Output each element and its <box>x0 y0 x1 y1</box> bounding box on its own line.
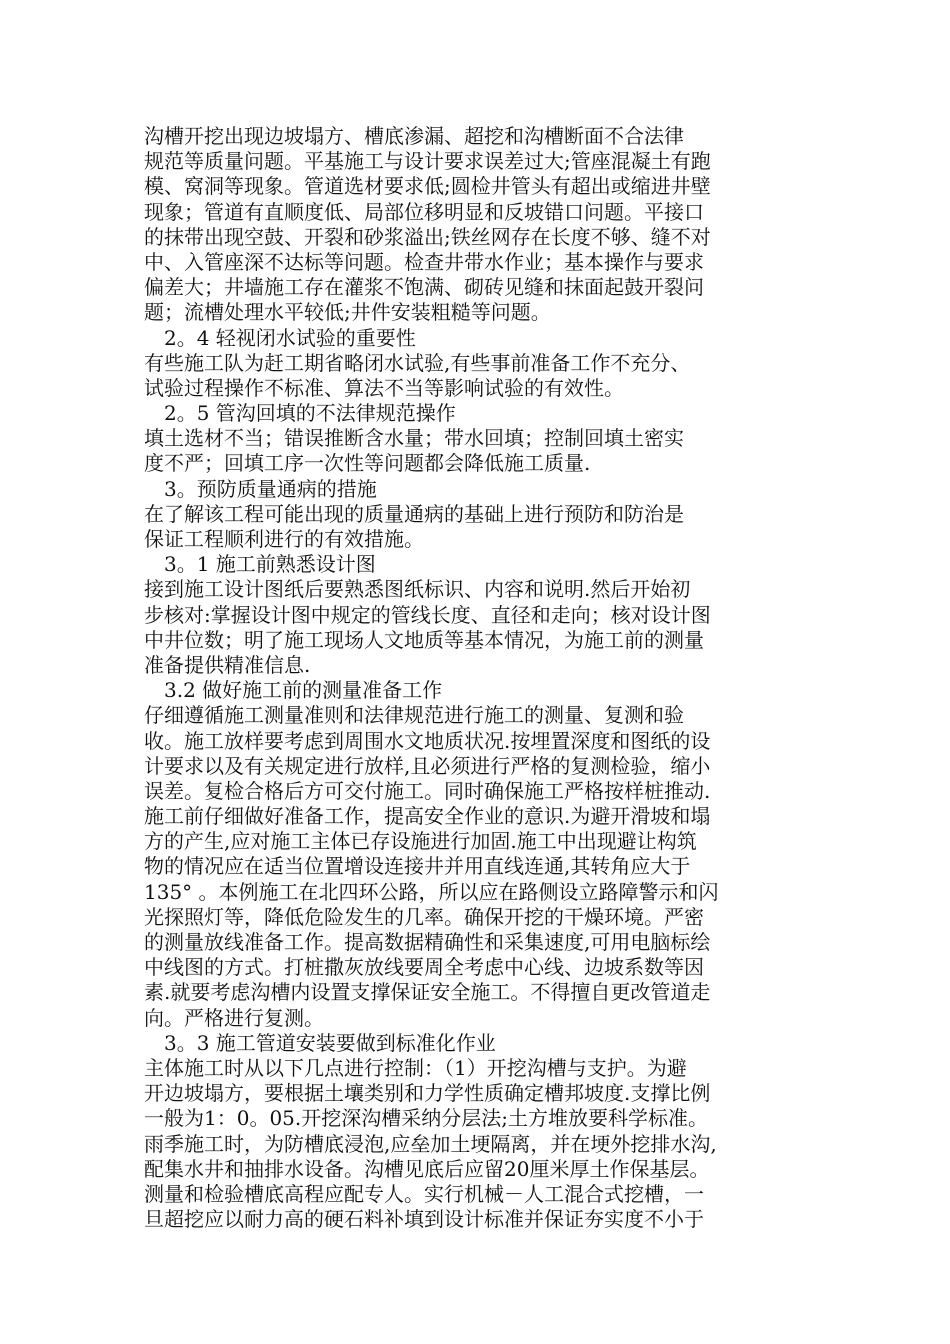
paragraph-line: 误差。复检合格后方可交付施工。同时确保施工严格按样桩推动. <box>144 778 711 803</box>
paragraph-line: 步核对:掌握设计图中规定的管线长度、直径和走向；核对设计图 <box>144 602 711 627</box>
section-heading: 3。预防质量通病的措施 <box>164 476 377 501</box>
paragraph-line: 开边坡塌方，要根据土壤类别和力学性质确定槽邦坡度.支撑比例 <box>144 1081 711 1106</box>
paragraph-line: 填土选材不当；错误推断含水量；带水回填；控制回填土密实 <box>144 426 684 451</box>
paragraph-line: 的抹带出现空鼓、开裂和砂浆溢出;铁丝网存在长度不够、缝不对 <box>144 224 711 249</box>
paragraph-line: 135° 。本例施工在北四环公路，所以应在路侧设立路障警示和闪 <box>144 879 719 904</box>
paragraph-line: 试验过程操作不标准、算法不当等影响试验的有效性。 <box>144 375 624 400</box>
paragraph-line: 沟槽开挖出现边坡塌方、槽底渗漏、超挖和沟槽断面不合法律 <box>144 124 684 148</box>
paragraph-line: 一般为1：0。05.开挖深沟槽采纳分层法;土方堆放要科学标准。 <box>144 1106 708 1131</box>
paragraph-line: 测量和检验槽底高程应配专人。实行机械－人工混合式挖槽，一 <box>144 1181 704 1206</box>
paragraph-line: 雨季施工时，为防槽底浸泡,应垒加土埂隔离，并在埂外挖排水沟, <box>144 1131 717 1156</box>
paragraph-line: 向。严格进行复测。 <box>144 1005 324 1030</box>
paragraph-line: 题；流槽处理水平较低;井件安装粗糙等问题。 <box>144 300 551 325</box>
paragraph-line: 旦超挖应以耐力高的硬石料补填到设计标准并保证夯实度不小于 <box>144 1207 704 1232</box>
paragraph-line: 有些施工队为赶工期省略闭水试验,有些事前准备工作不充分、 <box>144 350 691 375</box>
paragraph-line: 施工前仔细做好准备工作，提高安全作业的意识.为避开滑坡和塌 <box>144 804 711 829</box>
paragraph-line: 计要求以及有关规定进行放样,且必须进行严格的复测检验，缩小 <box>144 753 711 778</box>
paragraph-line: 偏差大；井墙施工存在灌浆不饱满、砌砖见缝和抹面起鼓开裂问 <box>144 275 704 300</box>
paragraph-line: 仔细遵循施工测量准则和法律规范进行施工的测量、复测和验 <box>144 703 684 728</box>
document-body <box>144 124 784 1232</box>
paragraph-line: 主体施工时从以下几点进行控制：（1）开挖沟槽与支护。为避 <box>144 1055 687 1080</box>
paragraph-line: 度不严；回填工序一次性等问题都会降低施工质量. <box>144 451 591 476</box>
section-heading: 3。1 施工前熟悉设计图 <box>164 552 376 577</box>
paragraph-line: 方的产生,应对施工主体已存设施进行加固.施工中出现避让构筑 <box>144 829 697 854</box>
paragraph-line: 配集水井和抽排水设备。沟槽见底后应留20厘米厚土作保基层。 <box>144 1156 710 1181</box>
paragraph-line: 中线图的方式。打桩撒灰放线要周全考虑中心线、边坡系数等因 <box>144 955 704 980</box>
paragraph-line: 的测量放线准备工作。提高数据精确性和采集速度,可用电脑标绘 <box>144 930 711 954</box>
section-heading: 3。3 施工管道安装要做到标准化作业 <box>164 1030 496 1055</box>
paragraph-line: 光探照灯等，降低危险发生的几率。确保开挖的干燥环境。严密 <box>144 904 704 929</box>
paragraph-line: 物的情况应在适当位置增设连接井并用直线连通,其转角应大于 <box>144 854 691 879</box>
paragraph-line: 模、窝洞等现象。管道选材要求低;圆检井管头有超出或缩进井壁 <box>144 174 711 199</box>
paragraph-line: 保证工程顺利进行的有效措施。 <box>144 527 424 551</box>
paragraph-line: 接到施工设计图纸后要熟悉图纸标识、内容和说明.然后开始初 <box>144 577 691 602</box>
paragraph-line: 规范等质量问题。平基施工与设计要求误差过大;管座混凝土有跑 <box>144 149 711 174</box>
paragraph-line: 中、入管座深不达标等问题。检查井带水作业；基本操作与要求 <box>144 249 704 274</box>
paragraph-line: 素.就要考虑沟槽内设置支撑保证安全施工。不得擅自更改管道走 <box>144 980 711 1005</box>
section-heading: 2。5 管沟回填的不法律规范操作 <box>164 401 456 426</box>
section-heading: 3.2 做好施工前的测量准备工作 <box>164 678 443 703</box>
paragraph-line: 中井位数；明了施工现场人文地质等基本情况，为施工前的测量 <box>144 627 704 652</box>
section-heading: 2。4 轻视闭水试验的重要性 <box>164 325 416 350</box>
paragraph-line: 在了解该工程可能出现的质量通病的基础上进行预防和防治是 <box>144 501 684 526</box>
paragraph-line: 准备提供精准信息. <box>144 652 311 677</box>
paragraph-line: 现象；管道有直顺度低、局部位移明显和反坡错口问题。平接口 <box>144 199 704 224</box>
paragraph-line: 收。施工放样要考虑到周围水文地质状况.按埋置深度和图纸的设 <box>144 728 711 753</box>
